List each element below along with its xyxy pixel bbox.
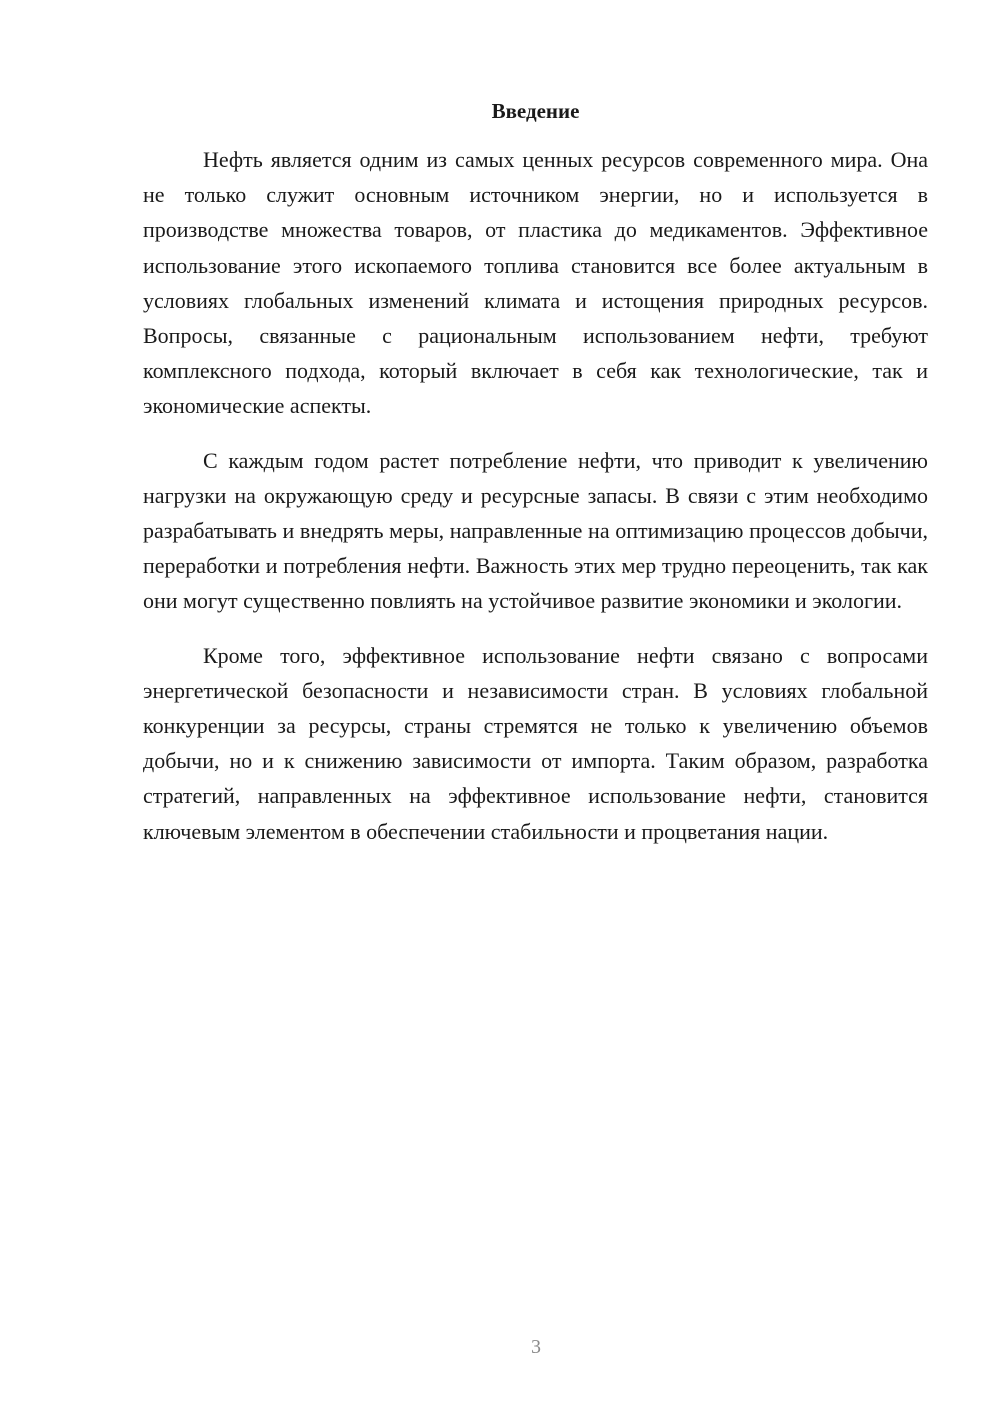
section-heading: Введение <box>491 99 580 123</box>
body-text <box>143 142 928 868</box>
paragraph-3: Кроме того, эффективное использование нефти связано с вопросами энергетической безопасности и независимости стран. В условиях глобальной конкуренции за ресурсы, страны стремятся не только к увеличению объемов добычи, но и к снижению зависимости от импорта. Таким образом, разработка стратегий, направленных на эффективное использование нефти, становится ключевым элементом в обеспечении стабильности и процветания нации. <box>143 642 928 844</box>
page-number: 3 <box>531 1336 541 1358</box>
paragraph-2: С каждым годом растет потребление нефти, что приводит к увеличению нагрузки на окружающую среду и ресурсные запасы. В связи с этим необходимо разрабатывать и внедрять меры, направленные на оптимизацию процессов добычи, переработки и потребления нефти. Важность этих мер трудно переоценить, так как они могут существенно повлиять на устойчивое развитие экономики и экологии. <box>143 447 928 614</box>
paragraph-1: Нефть является одним из самых ценных ресурсов современного мира. Она не только служит основным источником энергии, но и используется в производстве множества товаров, от пластика до медикаментов. Эффективное использование этого ископаемого топлива становится все более актуальным в условиях глобальных изменений климата и истощения природных ресурсов. Вопросы, связанные с рациональным использованием нефти, требуют комплексного подхода, который включает в себя как технологические, так и экономические аспекты. <box>143 147 928 419</box>
